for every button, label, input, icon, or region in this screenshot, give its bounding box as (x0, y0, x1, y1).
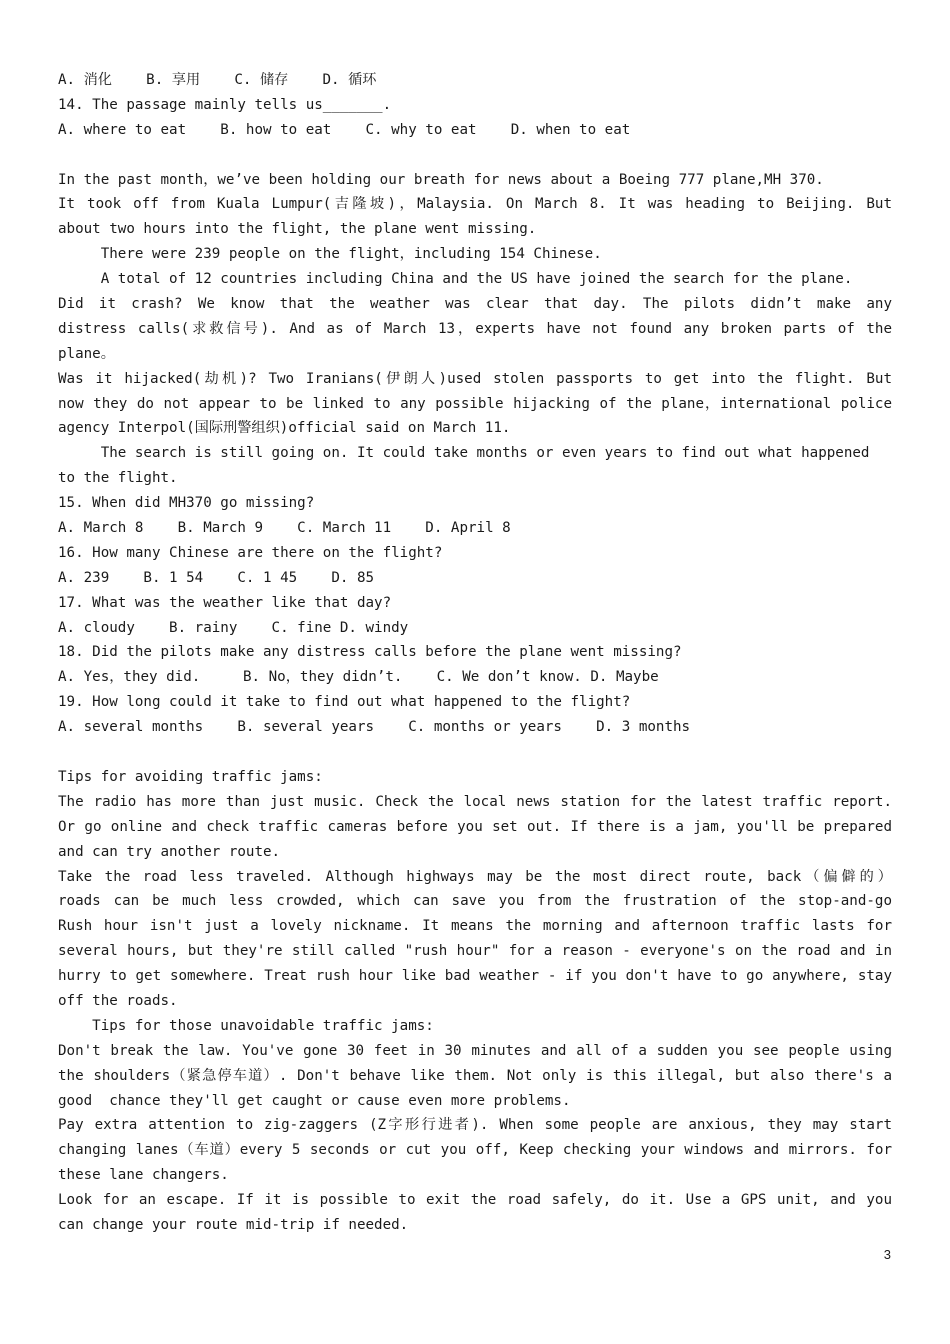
passage-line: several hours, but they're still called "rush hour" for a reason - everyone's on the road and in (58, 943, 892, 960)
passage-line: now they do not appear to be linked to any possible hijacking of the plane，international police (58, 395, 892, 412)
q13-options: A. 消化 B. 享用 C. 储存 D. 循环 (58, 72, 377, 88)
passage-line: good chance they'll get caught or cause even more problems. (58, 1092, 571, 1109)
q14-stem: 14. The passage mainly tells us_______. (58, 96, 392, 113)
passage-line: Rush hour isn't just a lovely nickname. It means the morning and afternoon traffic lasts for (58, 918, 892, 935)
questions-mh370 (58, 491, 892, 740)
passage-line: A total of 12 countries including China and the US have joined the search for the plane. (58, 271, 853, 288)
passage-line: Look for an escape. If it is possible to exit the road safely, do it. Use a GPS unit, and you (58, 1192, 892, 1209)
passage-line: distress calls(求救信号). And as of March 13，experts have not found any broken parts of the (58, 320, 892, 337)
document-page (58, 68, 892, 1238)
passage-line: changing lanes（车道）every 5 seconds or cut you off, Keep checking your windows and mirrors. for (58, 1142, 892, 1159)
q17-stem: 17. What was the weather like that day? (58, 594, 392, 611)
q16-options: A. 239 B. 1 54 C. 1 45 D. 85 (58, 569, 375, 586)
passage-line: plane。 (58, 345, 115, 362)
passage-line: Did it crash? We know that the weather was clear that day. The pilots didn’t make any (58, 296, 892, 313)
passage-line: The radio has more than just music. Check the local news station for the latest traffic report. (58, 793, 892, 810)
q14-options: A. where to eat B. how to eat C. why to eat D. when to eat (58, 121, 631, 138)
q18-stem: 18. Did the pilots make any distress calls before the plane went missing? (58, 644, 682, 661)
spacer (58, 143, 892, 168)
passage-line: There were 239 people on the flight，including 154 Chinese. (58, 246, 602, 263)
passage-line: these lane changers. (58, 1167, 229, 1184)
spacer (58, 740, 892, 765)
page-number: 3 (883, 1247, 891, 1262)
passage-line: Don't break the law. You've gone 30 feet in 30 minutes and all of a sudden you see people using (58, 1042, 892, 1059)
passage-line: Or go online and check traffic cameras before you set out. If there is a jam, you'll be prepared (58, 818, 892, 835)
passage-line: It took off from Kuala Lumpur(吉隆坡)，Malaysia. On March 8. It was heading to Beijing. But (58, 196, 892, 213)
passage-mh370 (58, 168, 892, 492)
passage-line: agency Interpol(国际刑警组织)official said on March 11. (58, 420, 511, 437)
passage-traffic (58, 765, 892, 1238)
passage-line: Was it hijacked(劫机)? Two Iranians(伊朗人)used stolen passports to get into the flight. But (58, 370, 892, 387)
q16-stem: 16. How many Chinese are there on the flight? (58, 544, 443, 561)
q18-options: A. Yes，they did. B. No，they didn’t. C. We don’t know. D. Maybe (58, 669, 659, 686)
passage-line: roads can be much less crowded, which can save you from the frustration of the stop-and-go (58, 893, 892, 910)
passage-line: hurry to get somewhere. Treat rush hour like bad weather - if you don't have to go anywhere, stay (58, 968, 892, 985)
passage-line: off the roads. (58, 992, 178, 1009)
passage-line: Take the road less traveled. Although highways may be the most direct route, back（偏僻的） (58, 868, 892, 885)
q15-stem: 15. When did MH370 go missing? (58, 495, 315, 512)
passage-line: and can try another route. (58, 843, 281, 860)
passage-line: can change your route mid-trip if needed. (58, 1216, 409, 1233)
passage-line: about two hours into the flight, the plane went missing. (58, 221, 537, 238)
passage-heading: Tips for avoiding traffic jams: (58, 768, 323, 785)
q17-options: A. cloudy B. rainy C. fine D. windy (58, 619, 409, 636)
q19-stem: 19. How long could it take to find out what happened to the flight? (58, 694, 631, 711)
passage-line: Pay extra attention to zig-zaggers (Z字形行进者). When some people are anxious, they may start (58, 1117, 892, 1134)
passage-line: the shoulders（紧急停车道）. Don't behave like them. Not only is this illegal, but also there's a (58, 1067, 892, 1084)
q19-options: A. several months B. several years C. months or years D. 3 months (58, 719, 691, 736)
q15-options: A. March 8 B. March 9 C. March 11 D. April 8 (58, 520, 511, 537)
passage-line: The search is still going on. It could take months or even years to find out what happened (58, 445, 870, 462)
passage-line: In the past month，we’ve been holding our breath for news about a Boeing 777 plane,MH 370. (58, 171, 824, 188)
passage-line: to the flight. (58, 470, 178, 487)
passage-subheading: Tips for those unavoidable traffic jams: (58, 1017, 434, 1034)
